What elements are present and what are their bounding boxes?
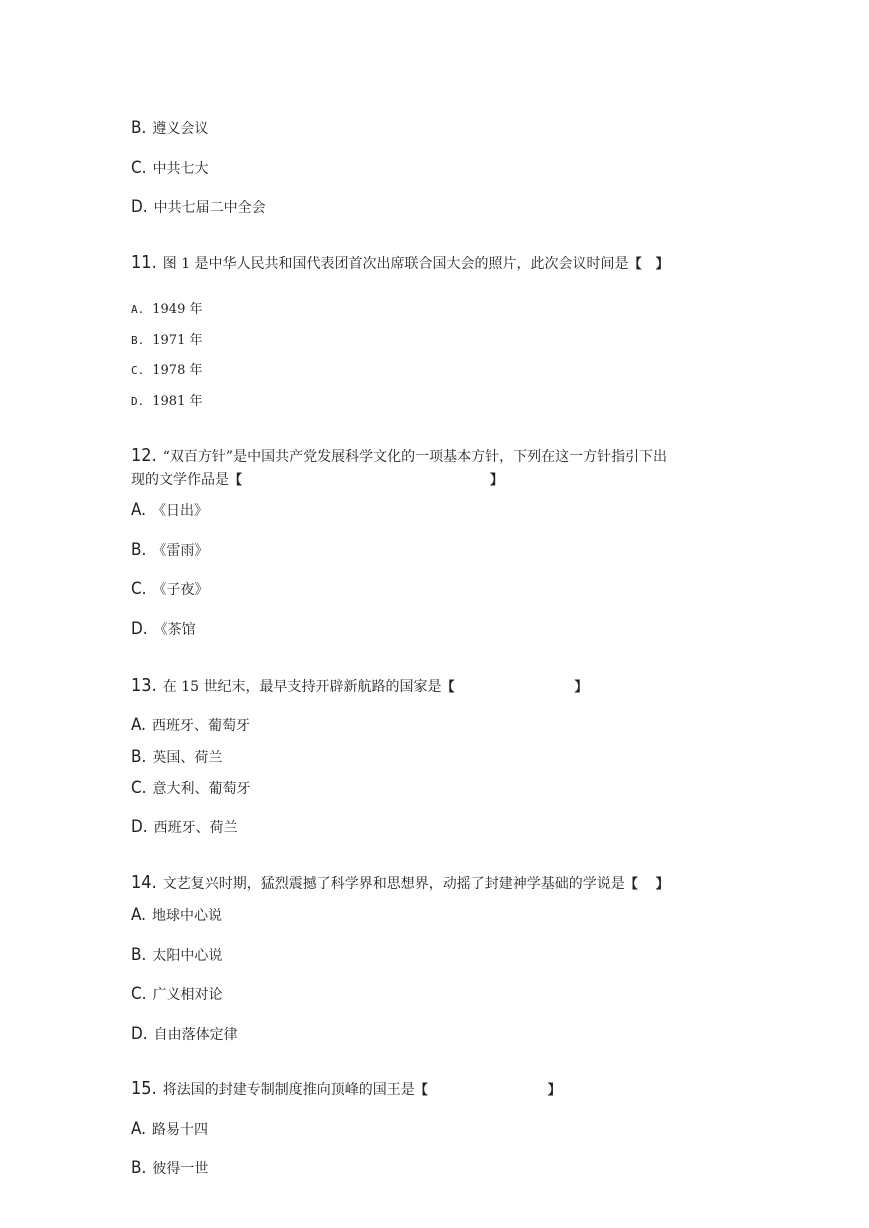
q11-stem — [131, 254, 669, 274]
option-text: 路易十四 — [152, 1122, 209, 1138]
option-text: 1971 年 — [152, 333, 203, 348]
option-label: C. — [131, 158, 147, 178]
option-label: B. — [131, 334, 145, 347]
option-label: C. — [131, 364, 145, 377]
option-label: B. — [131, 1158, 147, 1178]
answer-bracket-close: 】 — [574, 680, 588, 695]
q14-option-d — [131, 1025, 238, 1044]
question-number: 14. — [131, 872, 157, 893]
q15-option-b — [131, 1159, 208, 1178]
option-label: A. — [131, 500, 147, 520]
option-text: 太阳中心说 — [152, 948, 223, 964]
option-text: 地球中心说 — [152, 908, 223, 924]
option-text: 广义相对论 — [152, 987, 223, 1003]
question-text: 在 15 世纪末，最早支持开辟新航路的国家是 — [162, 679, 442, 695]
answer-bracket-close: 】 — [655, 877, 669, 892]
option-label: C. — [131, 778, 147, 798]
option-label: B. — [131, 118, 147, 138]
q10-option-b — [131, 119, 208, 138]
option-label: D. — [131, 197, 148, 217]
q12-option-b — [131, 541, 208, 560]
q14-stem — [131, 874, 669, 894]
question-number: 15. — [131, 1078, 157, 1099]
option-label: C. — [131, 984, 147, 1004]
q14-option-b — [131, 946, 222, 965]
q11-option-d — [131, 392, 202, 411]
option-label: D. — [131, 395, 145, 408]
question-number: 12. — [131, 445, 157, 466]
q10-option-d — [131, 198, 266, 217]
q11-option-b — [131, 331, 202, 350]
answer-bracket-open: 【 — [229, 473, 243, 488]
q12-stem-line1 — [131, 447, 667, 466]
option-text: 1949 年 — [152, 302, 203, 317]
option-text: 1981 年 — [152, 394, 203, 409]
option-label: A. — [131, 303, 145, 316]
question-text: 文艺复兴时期，猛烈震撼了科学界和思想界，动摇了封建神学基础的学说是 — [162, 876, 625, 892]
option-text: 《子夜》 — [152, 582, 209, 598]
option-text: 英国、荷兰 — [152, 750, 223, 766]
q13-option-a — [131, 716, 250, 735]
option-label: D. — [131, 817, 148, 837]
option-text: 《日出》 — [152, 503, 209, 519]
option-label: B. — [131, 747, 147, 767]
option-text: 中共七大 — [152, 161, 209, 177]
q13-option-d — [131, 818, 238, 837]
q11-option-c — [131, 361, 202, 380]
q14-option-c — [131, 985, 223, 1004]
answer-bracket-close: 】 — [655, 257, 669, 272]
question-text-cont: 现的文学作品是 — [131, 472, 229, 488]
option-label: A. — [131, 715, 147, 735]
option-text: 遵义会议 — [152, 121, 209, 137]
answer-bracket-close: 】 — [547, 1083, 561, 1098]
answer-bracket-open: 【 — [628, 257, 642, 272]
option-label: D. — [131, 619, 148, 639]
option-label: B. — [131, 945, 147, 965]
q13-stem — [131, 677, 588, 697]
q12-option-c — [131, 580, 209, 599]
option-text: 意大利、葡萄牙 — [152, 781, 251, 797]
answer-bracket-open: 【 — [441, 680, 455, 695]
answer-bracket-open: 【 — [624, 877, 638, 892]
option-label: B. — [131, 540, 147, 560]
option-text: 彼得一世 — [152, 1161, 209, 1177]
answer-bracket-open: 【 — [414, 1083, 428, 1098]
option-text: 西班牙、葡萄牙 — [152, 718, 251, 734]
question-number: 13. — [131, 675, 157, 696]
question-text: “双百方针”是中国共产党发展科学文化的一项基本方针，下列在这一方针指引下出 — [162, 449, 668, 465]
answer-bracket-close: 】 — [490, 473, 504, 488]
question-number: 11. — [131, 252, 157, 273]
option-label: A. — [131, 905, 147, 925]
option-text: 《雷雨》 — [152, 543, 209, 559]
option-label: A. — [131, 1119, 147, 1139]
option-text: 中共七届二中全会 — [153, 200, 266, 216]
q11-option-a — [131, 300, 202, 319]
q10-option-c — [131, 159, 209, 178]
q13-option-b — [131, 748, 222, 767]
q15-option-a — [131, 1120, 208, 1139]
option-label: D. — [131, 1024, 148, 1044]
question-text: 图 1 是中华人民共和国代表团首次出席联合国大会的照片，此次会议时间是 — [162, 256, 629, 272]
q12-stem-line2 — [131, 471, 503, 490]
q12-option-a — [131, 501, 208, 520]
option-label: C. — [131, 579, 147, 599]
option-text: 自由落体定律 — [153, 1027, 238, 1043]
question-text: 将法国的封建专制制度推向顶峰的国王是 — [162, 1082, 415, 1098]
q12-option-d — [131, 620, 196, 639]
q15-stem — [131, 1080, 561, 1100]
q14-option-a — [131, 906, 222, 925]
option-text: 1978 年 — [152, 363, 203, 378]
option-text: 《茶馆 — [153, 622, 196, 638]
q13-option-c — [131, 779, 251, 798]
option-text: 西班牙、荷兰 — [153, 820, 238, 836]
